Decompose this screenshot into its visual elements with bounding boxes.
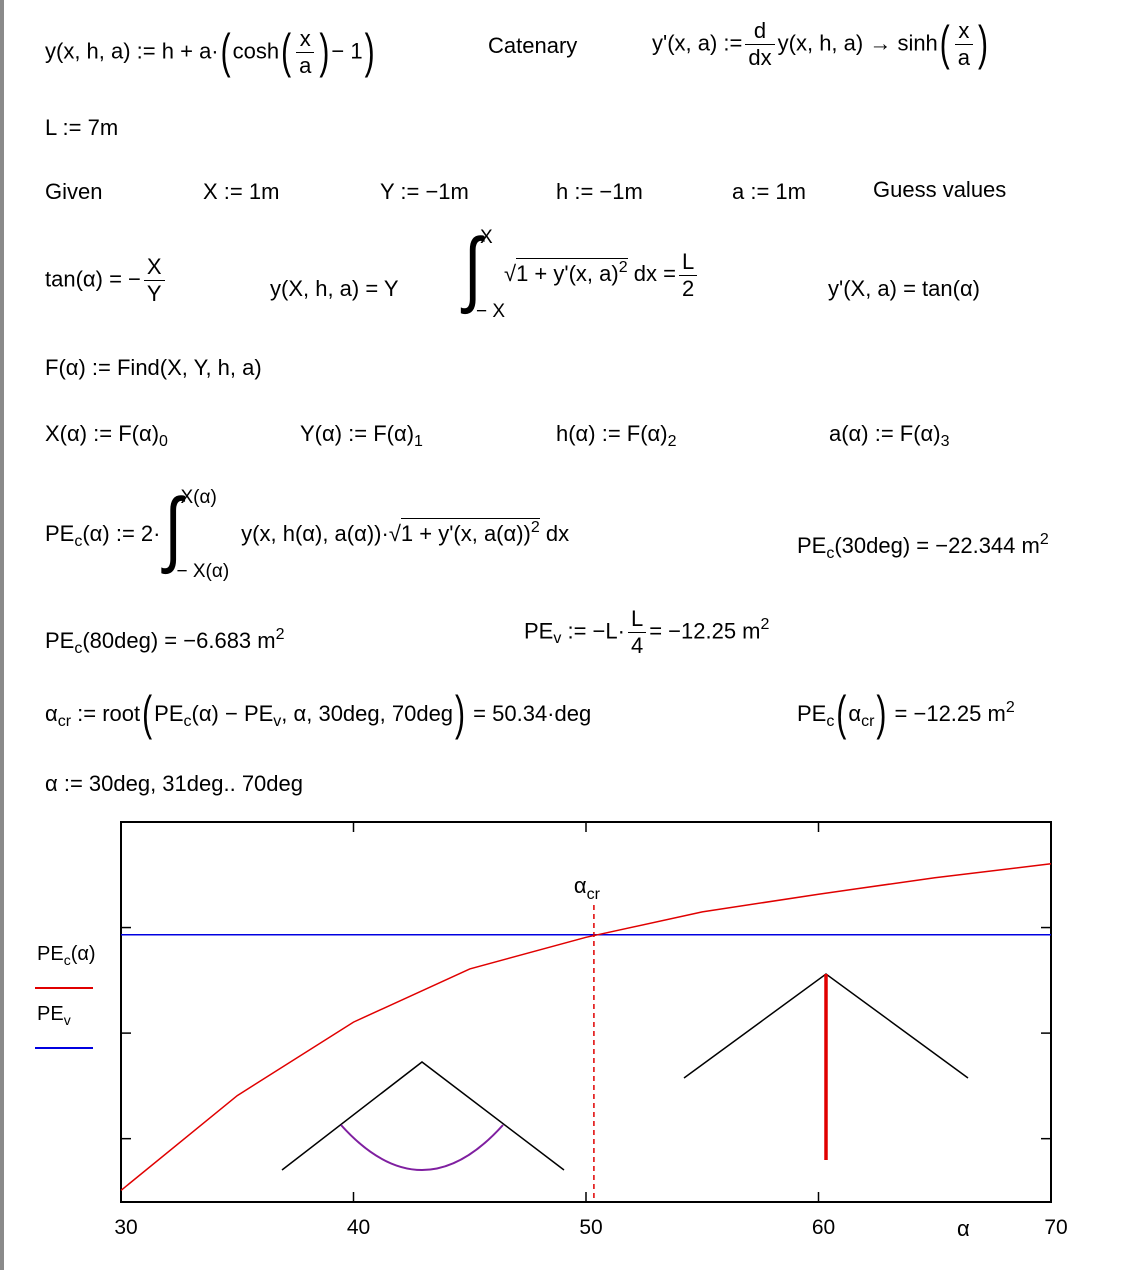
legend-sub: c bbox=[63, 952, 71, 968]
expr: a(α) := F(α) bbox=[829, 421, 941, 446]
radicand-text: 1 + y'(x, a(α)) bbox=[400, 520, 531, 546]
frac-num: d bbox=[753, 18, 767, 43]
dx-text: dx bbox=[545, 520, 570, 546]
x-tick-label: 70 bbox=[1044, 1216, 1068, 1239]
legend-suffix: (α) bbox=[70, 943, 96, 965]
root-text: := root bbox=[71, 700, 141, 726]
cosh-text: cosh bbox=[232, 38, 280, 64]
result-text: (30deg) = −22.344 m bbox=[834, 533, 1040, 558]
L-definition[interactable]: L := 7m bbox=[45, 115, 119, 140]
pe-text: PE bbox=[797, 533, 827, 558]
y-constraint[interactable]: y(X, h, a) = Y bbox=[270, 276, 399, 301]
frac-den: a bbox=[296, 52, 314, 77]
legend-item-PEv bbox=[37, 1003, 71, 1028]
paren-open: ( bbox=[939, 17, 950, 71]
minus-one: − 1 bbox=[331, 38, 363, 64]
paren-open: ( bbox=[836, 687, 847, 741]
pe-text: PE bbox=[45, 520, 75, 546]
alpha-text: α bbox=[848, 700, 862, 726]
paren-open: ( bbox=[220, 25, 231, 79]
h-guess[interactable]: h := −1m bbox=[556, 179, 643, 204]
root-args: , α, 30deg, 70deg bbox=[281, 700, 454, 726]
subscript: c bbox=[74, 532, 83, 550]
result-text: (80deg) = −6.683 m bbox=[82, 628, 276, 653]
legend-swatch-PEc bbox=[35, 987, 93, 989]
subscript: 2 bbox=[667, 433, 677, 450]
alpha-range[interactable]: α := 30deg, 31deg.. 70deg bbox=[45, 771, 303, 796]
expr: X(α) := F(α) bbox=[45, 421, 160, 446]
catenary-sketch bbox=[282, 1062, 564, 1170]
subscript: c bbox=[826, 712, 835, 730]
sqrt-sign: √ bbox=[388, 520, 401, 546]
alpha-cr-label-symbol: α bbox=[573, 873, 587, 898]
subscript: v bbox=[273, 712, 282, 730]
upper-limit: X(α) bbox=[180, 487, 217, 508]
legend-item-PEc bbox=[37, 943, 96, 968]
exponent: 2 bbox=[760, 616, 770, 634]
result-text: = −12.25 m bbox=[894, 700, 1006, 726]
x-axis-label: α bbox=[957, 1216, 970, 1241]
expr: h(α) := F(α) bbox=[556, 421, 668, 446]
subscript: c bbox=[74, 640, 83, 657]
frac-den: 4 bbox=[628, 632, 646, 657]
sketch-catenary-curve bbox=[341, 1125, 503, 1170]
given-keyword[interactable]: Given bbox=[45, 179, 103, 204]
lhs-rest: (α) := 2· bbox=[82, 520, 161, 546]
subscript: 1 bbox=[414, 433, 423, 450]
paren-open: ( bbox=[281, 25, 292, 79]
x-tick-label: 60 bbox=[811, 1216, 836, 1239]
paren-open: ( bbox=[142, 687, 153, 741]
x-tick-label: 30 bbox=[114, 1216, 138, 1239]
frac-num: L bbox=[630, 606, 644, 631]
radicand-text: 1 + y'(x, a) bbox=[516, 260, 619, 286]
frac-den: Y bbox=[144, 280, 165, 305]
frac-den: dx bbox=[745, 44, 774, 69]
alpha-cr-label bbox=[574, 873, 601, 903]
legend-label: PE bbox=[37, 943, 64, 965]
paren-close: ) bbox=[876, 687, 887, 741]
exponent: 2 bbox=[275, 626, 285, 643]
paren-close: ) bbox=[319, 25, 330, 79]
frac-num: X bbox=[146, 254, 162, 279]
exponent: 2 bbox=[530, 518, 540, 536]
pe-text: PE bbox=[797, 700, 827, 726]
exponent: 2 bbox=[1039, 531, 1049, 548]
frac-num: L bbox=[681, 248, 695, 274]
frac-den: 2 bbox=[679, 275, 697, 300]
frac-num: x bbox=[299, 26, 311, 51]
a-guess[interactable]: a := 1m bbox=[732, 179, 806, 204]
paren-close: ) bbox=[455, 687, 466, 741]
integrand-y: y(x, h(α), a(α))· bbox=[241, 520, 389, 546]
integral-glyph: ∫ bbox=[464, 221, 482, 315]
exponent: 2 bbox=[1005, 698, 1015, 716]
yprime-lhs: y'(x, a) := bbox=[652, 30, 743, 56]
lower-limit: − X(α) bbox=[176, 561, 230, 582]
sketch-supports bbox=[282, 1062, 564, 1170]
pe-text: PE bbox=[524, 618, 554, 644]
subscript: cr bbox=[861, 712, 875, 730]
y-call-text: y(x, h, a) → sinh bbox=[777, 30, 938, 56]
legend-sub: v bbox=[63, 1012, 71, 1028]
x-tick-label: 50 bbox=[579, 1216, 603, 1239]
Y-guess[interactable]: Y := −1m bbox=[380, 179, 469, 204]
y-def-text: y(x, h, a) := h + a· bbox=[45, 38, 219, 64]
legend-label: PE bbox=[37, 1003, 64, 1025]
subscript: c bbox=[826, 545, 835, 562]
lower-limit: − X bbox=[476, 301, 506, 322]
exponent: 2 bbox=[618, 258, 628, 276]
mid-text: (α) − PE bbox=[191, 700, 274, 726]
catenary-label[interactable]: Catenary bbox=[488, 33, 578, 58]
x-tick-label: 40 bbox=[346, 1216, 371, 1239]
subscript: v bbox=[553, 630, 562, 648]
x-tick-labels bbox=[114, 1216, 1067, 1239]
paren-close: ) bbox=[364, 25, 375, 79]
slope-constraint[interactable]: y'(X, a) = tan(α) bbox=[828, 276, 981, 301]
alpha-text: α bbox=[45, 700, 58, 726]
frac-den: a bbox=[955, 44, 973, 69]
X-guess[interactable]: X := 1m bbox=[203, 179, 280, 204]
subscript: c bbox=[183, 712, 192, 730]
vertical-hang-sketch bbox=[684, 974, 968, 1160]
frac-num: x bbox=[958, 18, 970, 43]
dx-eq: dx = bbox=[633, 260, 676, 286]
subscript: 3 bbox=[940, 433, 950, 450]
integral-glyph: ∫ bbox=[164, 481, 183, 575]
series-PEc-line bbox=[121, 864, 1051, 1191]
upper-limit: X bbox=[480, 227, 493, 248]
pe-text: PE bbox=[45, 628, 75, 653]
root-result: = 50.34·deg bbox=[473, 700, 592, 726]
alpha-cr-label-sub: cr bbox=[586, 886, 600, 903]
result-text: = −12.25 m bbox=[649, 618, 761, 644]
find-definition[interactable]: F(α) := Find(X, Y, h, a) bbox=[45, 355, 262, 380]
pev-def: := −L· bbox=[561, 618, 625, 644]
pe-text: PE bbox=[154, 700, 184, 726]
paren-close: ) bbox=[978, 17, 989, 71]
expr: Y(α) := F(α) bbox=[300, 421, 415, 446]
guess-values-label[interactable]: Guess values bbox=[873, 177, 1007, 202]
subscript: cr bbox=[57, 712, 72, 730]
sqrt-sign: √ bbox=[504, 260, 517, 286]
tan-lhs: tan(α) = − bbox=[45, 266, 141, 292]
subscript: 0 bbox=[159, 433, 168, 450]
legend-swatch-PEv bbox=[35, 1047, 93, 1049]
